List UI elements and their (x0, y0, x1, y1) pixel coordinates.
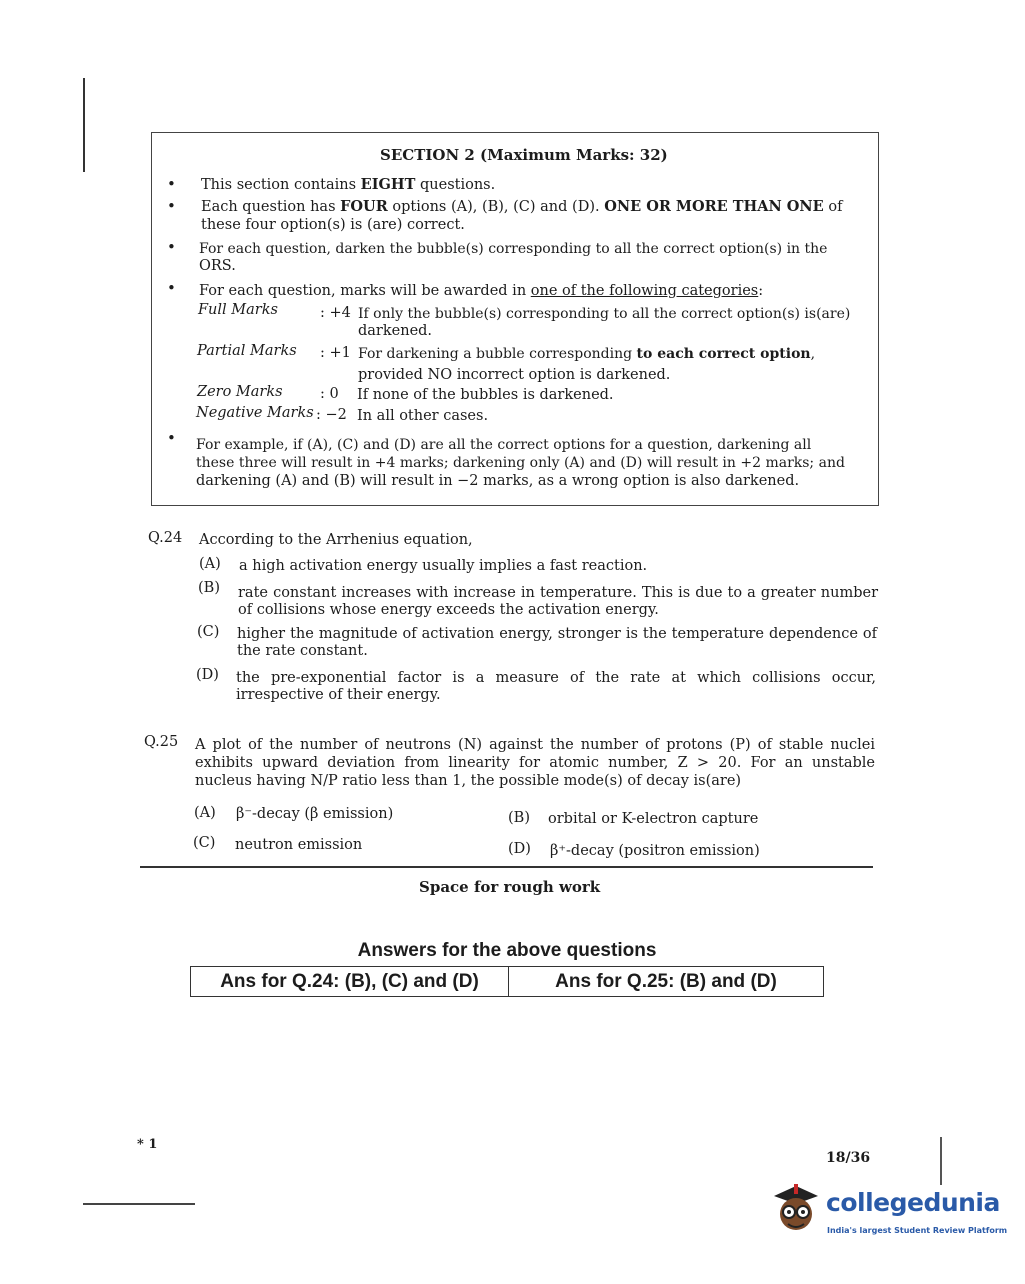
option-label: (B) (198, 580, 220, 596)
option-text: neutron emission (235, 837, 363, 853)
category-marks: : 0 (320, 386, 339, 402)
bullet-4-text: For each question, marks will be awarded in one of the following categories: (199, 283, 764, 299)
question-number: Q.25 (144, 734, 179, 750)
category-desc: In all other cases. (357, 408, 489, 424)
option-text: the pre-exponential factor is a measure of the rate at which collisions occur, irrespective of their energy. (236, 670, 876, 703)
category-name: Negative Marks (196, 405, 314, 421)
category-desc: If none of the bubbles is darkened. (357, 387, 614, 403)
question-stem: A plot of the number of neutrons (N) against the number of protons (P) of stable nuclei exhibits upward deviation from linearity for atomic number, Z > 20. For an unstable nucleus having N/P ratio less than 1, the possible mode(s) of decay is(are) (195, 737, 875, 789)
option-label: (D) (508, 841, 531, 857)
option-label: (C) (193, 835, 216, 851)
answer-q25: Ans for Q.25: (B) and (D) (555, 970, 777, 992)
bullet-dot: • (167, 429, 176, 447)
category-marks: : −2 (316, 407, 347, 423)
answers-title: Answers for the above questions (357, 940, 657, 961)
option-text: orbital or K-electron capture (548, 811, 759, 827)
category-name: Zero Marks (197, 384, 283, 400)
answers-table (190, 966, 824, 997)
brand-logo-text: collegedunia (826, 1188, 1000, 1217)
page-number: 18/36 (826, 1150, 871, 1166)
option-label: (A) (194, 805, 216, 821)
category-desc: provided NO incorrect option is darkened. (358, 367, 671, 383)
category-desc: For darkening a bubble corresponding to each correct option, (358, 346, 816, 362)
bullet-5-line-2: these three will result in +4 marks; darkening only (A) and (D) will result in +2 marks; and (196, 455, 845, 471)
bullet-3-line-2: ORS. (199, 258, 236, 274)
option-label: (A) (199, 556, 221, 572)
bullet-dot: • (167, 197, 176, 215)
vertical-rule (940, 1137, 942, 1185)
option-text: a high activation energy usually implies a fast reaction. (239, 558, 648, 574)
section-title: SECTION 2 (Maximum Marks: 32) (380, 146, 668, 164)
answer-q24: Ans for Q.24: (B), (C) and (D) (191, 967, 509, 996)
left-margin-rule (83, 78, 85, 172)
option-text: β⁺-decay (positron emission) (550, 843, 760, 859)
rough-work-rule (140, 866, 873, 868)
category-desc: If only the bubble(s) corresponding to all the correct option(s) is(are) (358, 306, 851, 322)
footer-rule (83, 1203, 195, 1205)
option-label: (D) (196, 667, 219, 683)
category-marks: : +4 (320, 305, 351, 321)
option-text: β⁻-decay (β emission) (236, 806, 394, 822)
bullet-2-line-1: Each question has FOUR options (A), (B), (C) and (D). ONE OR MORE THAN ONE of (201, 198, 843, 215)
rough-work-label: Space for rough work (419, 878, 601, 896)
category-name: Full Marks (198, 302, 278, 318)
brand-tagline: India's largest Student Review Platform (827, 1226, 1008, 1235)
bullet-2-line-2: these four option(s) is (are) correct. (201, 217, 465, 233)
mascot-logo-icon (768, 1180, 824, 1240)
bullet-3-line-1: For each question, darken the bubble(s) corresponding to all the correct option(s) in the (199, 241, 828, 257)
option-text: rate constant increases with increase in temperature. This is due to a greater number of collisions whose energy exceeds the activation energy. (238, 585, 878, 618)
option-label: (C) (197, 624, 220, 640)
category-marks: : +1 (320, 345, 351, 361)
bullet-5-line-3: darkening (A) and (B) will result in −2 marks, as a wrong option is also darkened. (196, 473, 800, 489)
bullet-1-text: This section contains EIGHT questions. (201, 176, 496, 193)
question-number: Q.24 (148, 530, 183, 546)
bullet-5-line-1: For example, if (A), (C) and (D) are all the correct options for a question, darkening all (196, 437, 812, 453)
option-text: higher the magnitude of activation energy, stronger is the temperature dependence of the rate constant. (237, 626, 877, 659)
bullet-dot: • (167, 279, 176, 297)
bullet-dot: • (167, 238, 176, 256)
question-stem: According to the Arrhenius equation, (199, 532, 473, 548)
option-label: (B) (508, 810, 530, 826)
bullet-dot: • (167, 175, 176, 193)
category-desc: darkened. (358, 323, 433, 339)
footer-mark: * 1 (137, 1137, 158, 1152)
category-name: Partial Marks (197, 343, 297, 359)
